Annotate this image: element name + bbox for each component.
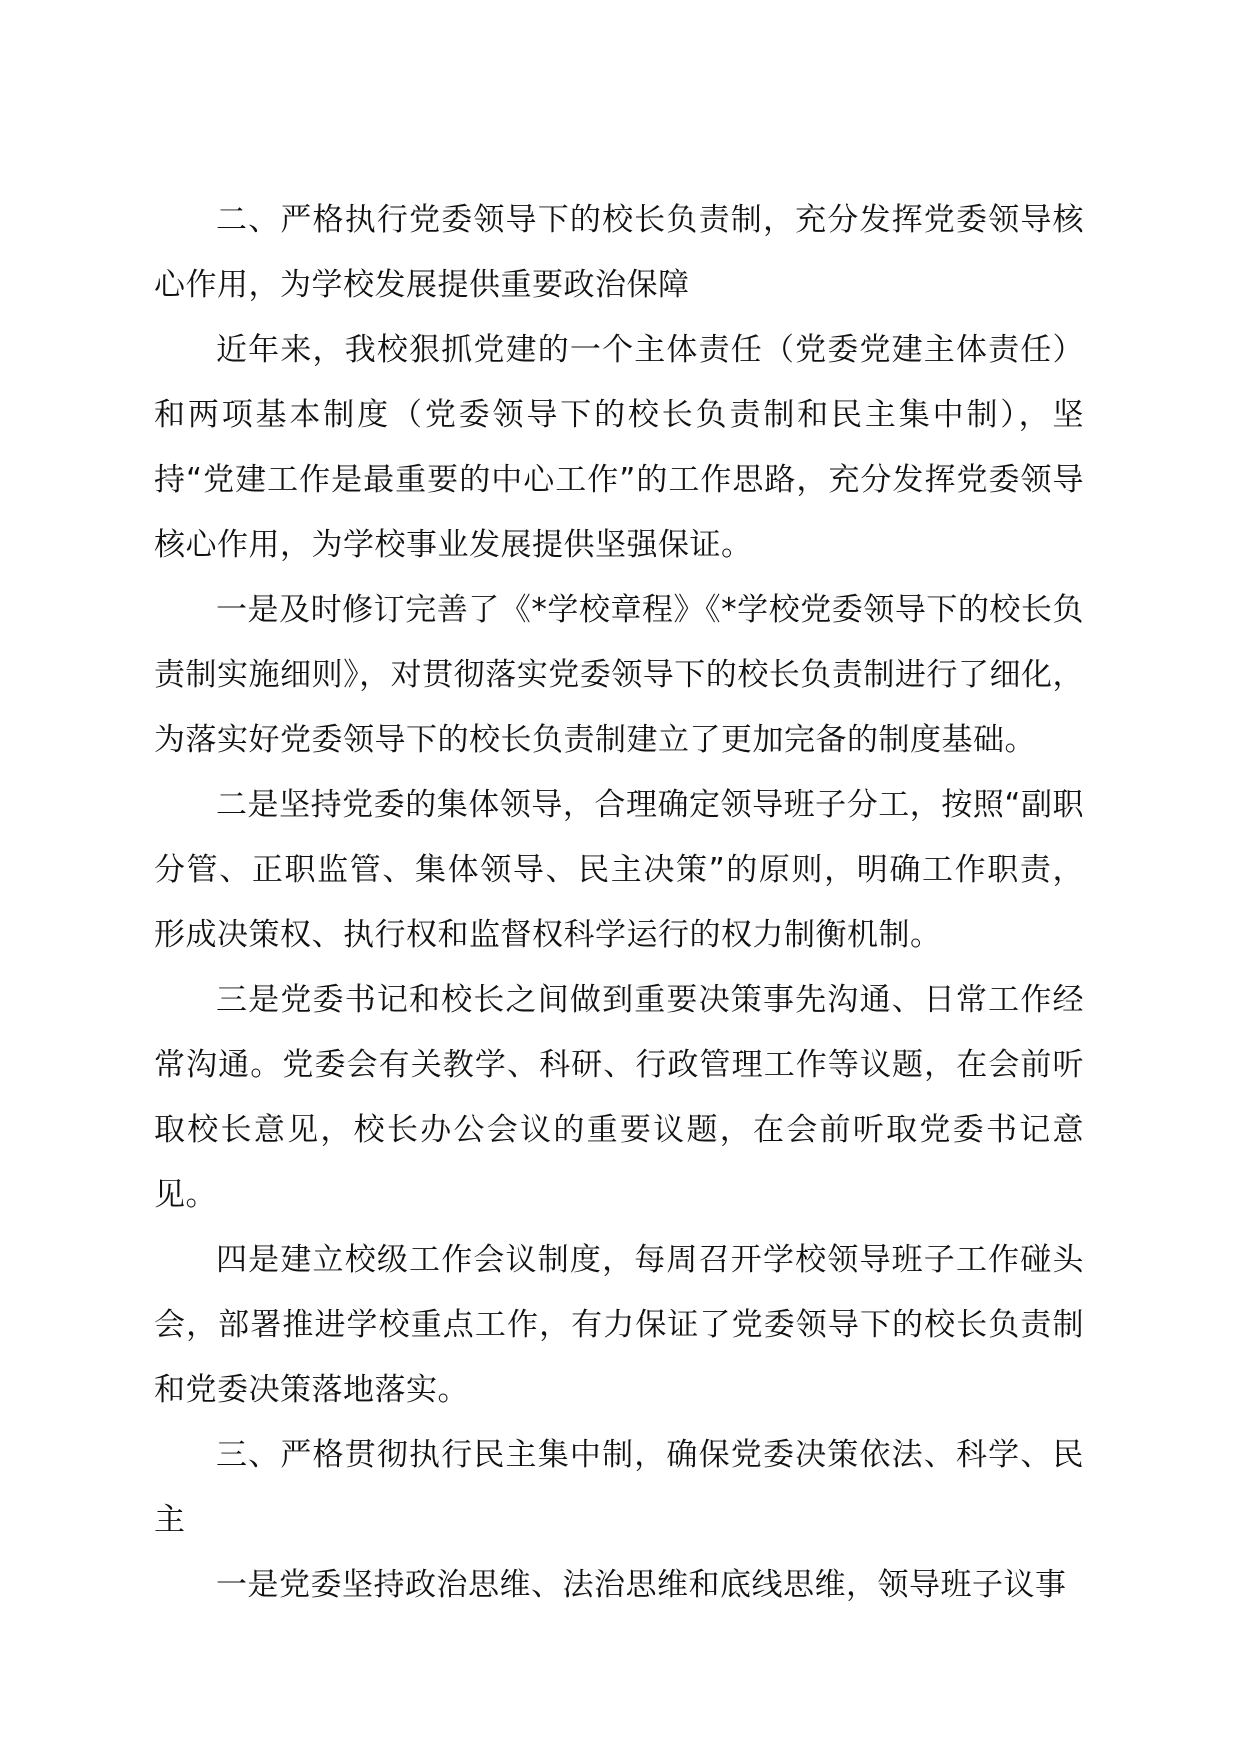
point-one-paragraph: 一是及时修订完善了《*学校章程》《*学校党委领导下的校长负责制实施细则》，对贯彻落实党委领导下的校长负责制进行了细化，为落实好党委领导下的校长负责制建立了更加完备的制度基础。 [154,592,1084,758]
section-heading-two: 二、严格执行党委领导下的校长负责制，充分发挥党委领导核心作用，为学校发展提供重要政治保障 [154,202,1084,303]
point-two-paragraph: 二是坚持党委的集体领导，合理确定领导班子分工，按照“副职分管、正职监管、集体领导、民主决策”的原则，明确工作职责，形成决策权、执行权和监督权科学运行的权力制衡机制。 [154,787,1084,953]
section-three-point-one-paragraph: 一是党委坚持政治思维、法治思维和底线思维，领导班子议事 [216,1567,1067,1603]
point-four-paragraph: 四是建立校级工作会议制度，每周召开学校领导班子工作碰头会，部署推进学校重点工作，有力保证了党委领导下的校长负责制和党委决策落地落实。 [154,1242,1084,1408]
intro-paragraph: 近年来，我校狠抓党建的一个主体责任（党委党建主体责任）和两项基本制度（党委领导下的校长负责制和民主集中制），坚持“党建工作是最重要的中心工作”的工作思路，充分发挥党委领导核心作用，为学校事业发展提供坚强保证。 [154,332,1084,563]
document-body [154,188,1084,1618]
point-three-paragraph: 三是党委书记和校长之间做到重要决策事先沟通、日常工作经常沟通。党委会有关教学、科研、行政管理工作等议题，在会前听取校长意见，校长办公会议的重要议题，在会前听取党委书记意见。 [154,982,1084,1213]
section-heading-three: 三、严格贯彻执行民主集中制，确保党委决策依法、科学、民主 [154,1437,1084,1538]
